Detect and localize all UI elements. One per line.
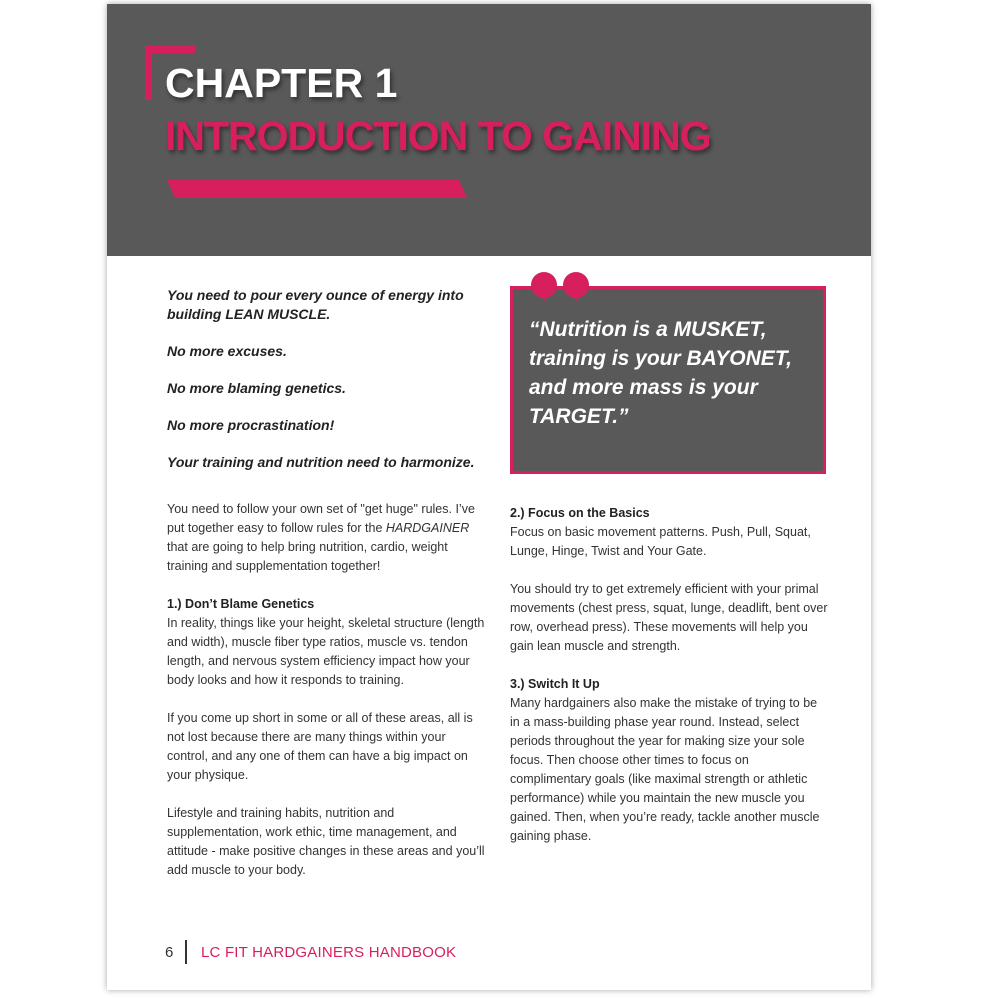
section-paragraph: You should try to get extremely efficient with your primal movements (chest press, squat, lunge, deadlift, bent over row, overhead press). These movements will help you gain lean muscle and strength. [510,582,828,653]
intro-statements [167,286,487,490]
pull-quote-text: “Nutrition is a MUSKET, training is your BAYONET, and more mass is your TARGET.” [529,318,792,428]
chapter-title: INTRODUCTION TO GAINING [165,113,711,159]
section-3 [510,675,830,846]
section-paragraph: In reality, things like your height, skeletal structure (length and width), muscle fiber type ratios, muscle vs. tendon length, and nervous system efficiency impact how your body looks and how it responds to training. [167,616,485,687]
left-column-body [167,500,487,899]
rules-intro-paragraph [167,500,487,576]
rules-intro-text: You need to follow your own set of "get huge" rules. I’ve put together easy to follow rules for the [167,502,475,535]
intro-line: No more procrastination! [167,417,335,433]
corner-accent-vertical [145,46,152,100]
section-paragraph: If you come up short in some or all of these areas, all is not lost because there are many things within your control, and any one of them can have a big impact on your physique. [167,711,473,782]
intro-line: No more excuses. [167,343,287,359]
footer-divider [185,940,187,964]
section-paragraph: Focus on basic movement patterns. Push, Pull, Squat, Lunge, Hinge, Twist and Your Gate. [510,525,811,558]
section-2 [510,504,830,656]
section-paragraph: Lifestyle and training habits, nutrition and supplementation, work ethic, time management, and attitude - make positive changes in these areas and you’ll add muscle to your body. [167,806,485,877]
page-footer [165,940,456,964]
section-title: 2.) Focus on the Basics [510,506,650,520]
section-title: 1.) Don’t Blame Genetics [167,597,315,611]
chapter-header [107,4,871,256]
section-title: 3.) Switch It Up [510,677,600,691]
right-column-body [510,504,830,865]
intro-line: No more blaming genetics. [167,380,346,396]
accent-slant-bar [167,180,467,198]
quote-marks-icon [531,272,591,304]
chapter-number: CHAPTER 1 [165,60,398,106]
rules-intro-text-end: that are going to help bring nutrition, cardio, weight training and supplementation together! [167,540,448,573]
section-1 [167,595,487,880]
intro-line: Your training and nutrition need to harmonize. [167,454,475,470]
intro-line: You need to pour every ounce of energy into building LEAN MUSCLE. [167,287,464,322]
page-number: 6 [165,943,174,961]
rules-intro-emphasis: HARDGAINER [385,521,470,535]
book-title: LC FIT HARDGAINERS HANDBOOK [201,943,457,961]
section-paragraph: Many hardgainers also make the mistake of trying to be in a mass-building phase year round. Instead, select periods throughout the year for making size your sole focus. Then choose other times to focus on complimentary goals (like maximal strength or athletic performance) while you maintain the new muscle you gained. Then, when you’re ready, tackle another muscle gaining phase. [510,696,820,843]
document-page [107,4,871,990]
pull-quote-box [510,286,826,474]
corner-accent-horizontal [145,46,195,53]
